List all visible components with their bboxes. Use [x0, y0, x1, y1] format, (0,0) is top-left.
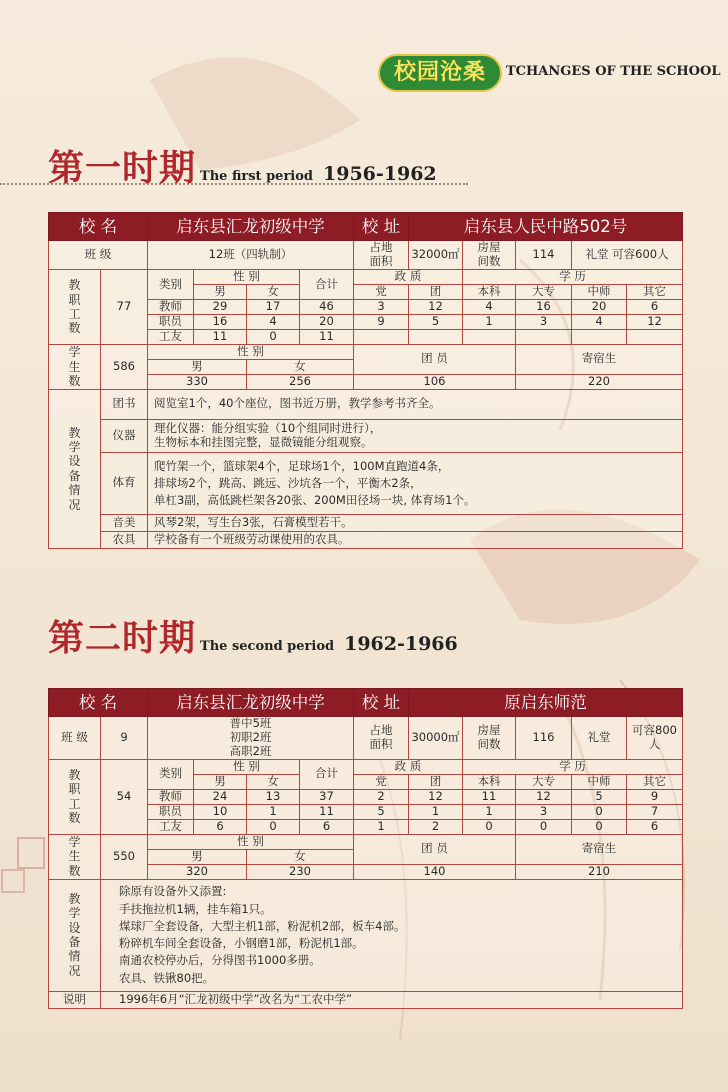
school-name-label: 校 名: [49, 689, 148, 717]
bachelor-label: 本科: [463, 284, 516, 299]
cell: 1: [354, 819, 409, 834]
students-total: 550: [101, 834, 148, 879]
staff-type: 工友: [148, 329, 194, 344]
other-label: 其它: [627, 774, 683, 789]
cell: 12: [409, 299, 463, 314]
period2-title: [48, 610, 458, 661]
league-label: 团: [409, 774, 463, 789]
cell: 6: [627, 299, 683, 314]
header-badge: 校园沧桑: [378, 54, 502, 92]
cell: 11: [194, 329, 247, 344]
sum-label: 合计: [300, 760, 354, 790]
equipment-line: 阅览室1个，40个座位，图书近万册，教学参考书齐全。: [154, 396, 441, 411]
cell: [354, 329, 409, 344]
staff-total: 77: [101, 270, 148, 345]
equipment-line: 除原有设备外又添置:: [119, 884, 227, 899]
section-header: [378, 52, 728, 96]
staff-total: 54: [101, 760, 148, 835]
staff-label: 教 职 工 数: [49, 270, 101, 345]
class-line: 普中5班: [229, 716, 272, 731]
cell: 12: [409, 789, 463, 804]
equipment-category: 仪器: [101, 419, 148, 452]
cell: 16: [516, 299, 572, 314]
cell: 0: [247, 329, 300, 344]
equipment-text: [148, 514, 683, 531]
cell: 5: [409, 314, 463, 329]
political-label: 政 质: [354, 270, 463, 285]
staff-type: 工友: [148, 819, 194, 834]
students-total: 586: [101, 344, 148, 389]
students-gender-label: 性 别: [148, 834, 354, 849]
building-label: 房屋 间数: [463, 241, 516, 270]
cell: 0: [572, 819, 627, 834]
equipment-category: 农具: [101, 531, 148, 548]
students-female-label: 女: [247, 359, 354, 374]
cell: 1: [409, 804, 463, 819]
period2-years: 1962-1966: [344, 633, 458, 655]
school-name: 启东县汇龙初级中学: [148, 689, 354, 717]
students-league-label: 团 员: [354, 344, 516, 374]
equipment-line: 手扶拖拉机1辆，挂车箱1只。: [119, 901, 272, 916]
gender-label: 性 别: [194, 760, 300, 775]
staff-type: 教师: [148, 789, 194, 804]
edu-label: 学 历: [463, 760, 683, 775]
gender-label: 性 别: [194, 270, 300, 285]
period2-title-en: The second period: [200, 639, 335, 654]
building-value: 114: [516, 241, 572, 270]
students-boarding-label: 寄宿生: [516, 834, 683, 864]
class-line: 高职2班: [229, 743, 272, 758]
equipment-text: [101, 879, 683, 991]
cell: 1: [247, 804, 300, 819]
cell: 16: [194, 314, 247, 329]
male-label: 男: [194, 774, 247, 789]
students-female: 256: [247, 374, 354, 389]
period2-table: [48, 688, 683, 1009]
cell: 0: [572, 804, 627, 819]
secondary-label: 中师: [572, 284, 627, 299]
cell: 20: [572, 299, 627, 314]
staff-type: 职员: [148, 804, 194, 819]
address: 原启东师范: [409, 689, 683, 717]
equipment-line: 学校备有一个班级劳动课使用的农具。: [154, 531, 350, 546]
cell: [409, 329, 463, 344]
equipment-line: 南通农校停办后，分得图书1000多册。: [119, 953, 321, 968]
cell: 1: [463, 314, 516, 329]
female-label: 女: [247, 284, 300, 299]
equipment-line: 风琴2架，写生台3张，石膏模型若干。: [154, 514, 353, 529]
cell: 0: [247, 819, 300, 834]
other-label: 其它: [627, 284, 683, 299]
cell: 5: [572, 789, 627, 804]
equipment-line: 粉碎机车间全套设备，小钢磨1部，粉泥机1部。: [119, 936, 364, 951]
cell: 4: [247, 314, 300, 329]
cell: 4: [572, 314, 627, 329]
equipment-category: 音美: [101, 514, 148, 531]
equipment-line: 排球场2个，跳高、跳远、沙坑各一个，平衡木2条，: [154, 475, 422, 490]
address: 启东县人民中路502号: [409, 213, 683, 241]
class-label: 班 级: [49, 717, 101, 760]
note-text: 1996年6月“汇龙初级中学”改名为“工农中学”: [101, 991, 683, 1008]
note-label: 说明: [49, 991, 101, 1008]
staff-label: 教 职 工 数: [49, 760, 101, 835]
building-label: 房屋 间数: [463, 717, 516, 760]
cell: [516, 329, 572, 344]
students-league: 106: [354, 374, 516, 389]
type-label: 类别: [148, 760, 194, 790]
cell: 0: [463, 819, 516, 834]
equipment-text: [148, 419, 683, 452]
hall-value: 可容800人: [627, 717, 683, 760]
students-boarding-label: 寄宿生: [516, 344, 683, 374]
equipment-category: 团书: [101, 389, 148, 419]
cell: 11: [463, 789, 516, 804]
equipment-text: [148, 531, 683, 548]
area-value: 30000㎡: [409, 717, 463, 760]
students-female-label: 女: [247, 849, 354, 864]
party-label: 党: [354, 284, 409, 299]
cell: [627, 329, 683, 344]
cell: 0: [516, 819, 572, 834]
bachelor-label: 本科: [463, 774, 516, 789]
address-label: 校 址: [354, 213, 409, 241]
sum-label: 合计: [300, 270, 354, 300]
equipment-line: 单杠3副，高低跳栏架各20张、200M田径场一块, 体育场1个。: [154, 492, 476, 507]
staff-type: 职员: [148, 314, 194, 329]
class-value: 12班（四轨制）: [148, 241, 354, 270]
cell: 3: [516, 804, 572, 819]
students-female: 230: [247, 864, 354, 879]
students-league: 140: [354, 864, 516, 879]
class-count: 9: [101, 717, 148, 760]
class-value: [148, 717, 354, 760]
students-boarding: 220: [516, 374, 683, 389]
college-label: 大专: [516, 774, 572, 789]
cell: 6: [194, 819, 247, 834]
cell: [572, 329, 627, 344]
period1-title-cn: 第一时期: [48, 148, 197, 189]
cell: 11: [300, 329, 354, 344]
students-league-label: 团 员: [354, 834, 516, 864]
students-male: 320: [148, 864, 247, 879]
college-label: 大专: [516, 284, 572, 299]
area-label: 占地 面积: [354, 717, 409, 760]
students-label: 学 生 数: [49, 344, 101, 389]
equipment-text: [148, 389, 683, 419]
cell: 2: [409, 819, 463, 834]
cell: 5: [354, 804, 409, 819]
cell: 12: [516, 789, 572, 804]
address-label: 校 址: [354, 689, 409, 717]
edu-label: 学 历: [463, 270, 683, 285]
cell: 9: [627, 789, 683, 804]
cell: 1: [463, 804, 516, 819]
cell: 37: [300, 789, 354, 804]
cell: 7: [627, 804, 683, 819]
period1-title: [48, 140, 437, 191]
area-value: 32000㎡: [409, 241, 463, 270]
students-male-label: 男: [148, 359, 247, 374]
political-label: 政 质: [354, 760, 463, 775]
female-label: 女: [247, 774, 300, 789]
cell: 10: [194, 804, 247, 819]
students-male-label: 男: [148, 849, 247, 864]
cell: 4: [463, 299, 516, 314]
class-label: 班 级: [49, 241, 148, 270]
cell: 13: [247, 789, 300, 804]
type-label: 类别: [148, 270, 194, 300]
period1-table: [48, 212, 683, 549]
equipment-text: [148, 452, 683, 514]
students-gender-label: 性 别: [148, 344, 354, 359]
staff-type: 教师: [148, 299, 194, 314]
header-subtitle: TCHANGES OF THE SCHOOL: [506, 64, 721, 79]
period2-title-cn: 第二时期: [48, 618, 197, 659]
equipment-category: 体育: [101, 452, 148, 514]
equipment-line: 生物标本和挂图完整，显微镜能分组观察。: [154, 434, 373, 449]
league-label: 团: [409, 284, 463, 299]
cell: 12: [627, 314, 683, 329]
class-line: 初职2班: [229, 730, 272, 745]
students-male: 330: [148, 374, 247, 389]
school-name-label: 校 名: [49, 213, 148, 241]
equipment-line: 煤球厂全套设备，大型主机1部，粉泥机2部，板车4部。: [119, 918, 406, 933]
students-boarding: 210: [516, 864, 683, 879]
cell: 6: [627, 819, 683, 834]
cell: 3: [354, 299, 409, 314]
party-label: 党: [354, 774, 409, 789]
period1-years: 1956-1962: [323, 163, 437, 185]
hall-value: 礼堂 可容600人: [572, 241, 683, 270]
area-label: 占地 面积: [354, 241, 409, 270]
male-label: 男: [194, 284, 247, 299]
cell: [463, 329, 516, 344]
hall-label: 礼堂: [572, 717, 627, 760]
equipment-line: 农具、铁锹80把。: [119, 970, 215, 985]
equipment-label: 教 学 设 备 情 况: [49, 389, 101, 548]
cell: 29: [194, 299, 247, 314]
equipment-line: 理化仪器：能分组实验（10个组同时进行），: [154, 421, 382, 435]
equipment-label: 教 学 设 备 情 况: [49, 879, 101, 991]
students-label: 学 生 数: [49, 834, 101, 879]
equipment-line: 爬竹架一个，篮球架4个，足球场1个，100M直跑道4条，: [154, 459, 450, 474]
cell: 17: [247, 299, 300, 314]
cell: 6: [300, 819, 354, 834]
cell: 9: [354, 314, 409, 329]
period1-title-en: The first period: [200, 169, 313, 184]
secondary-label: 中师: [572, 774, 627, 789]
cell: 46: [300, 299, 354, 314]
building-value: 116: [516, 717, 572, 760]
cell: 20: [300, 314, 354, 329]
school-name: 启东县汇龙初级中学: [148, 213, 354, 241]
cell: 2: [354, 789, 409, 804]
cell: 3: [516, 314, 572, 329]
cell: 11: [300, 804, 354, 819]
cell: 24: [194, 789, 247, 804]
